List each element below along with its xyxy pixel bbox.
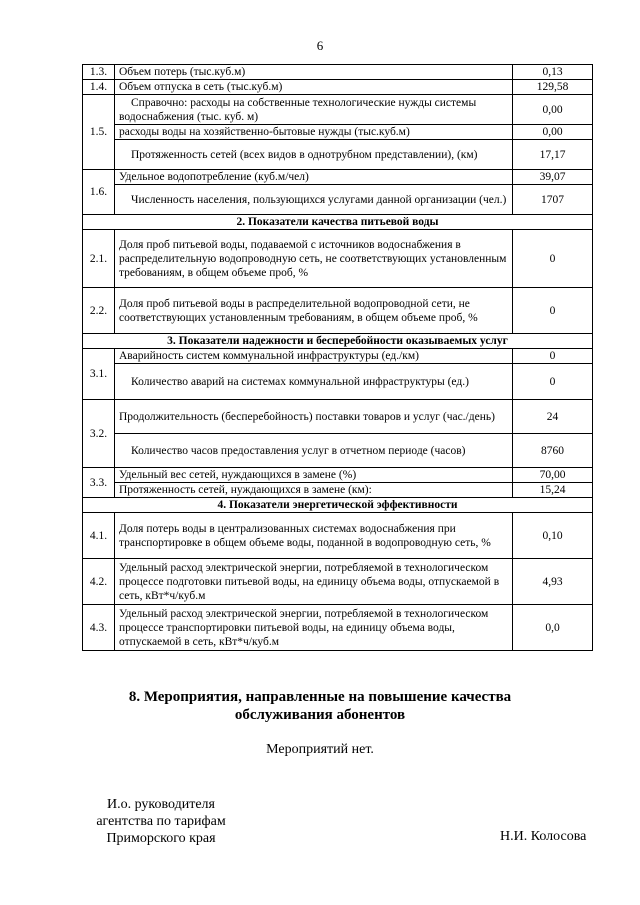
row-label: Объем отпуска в сеть (тыс.куб.м) xyxy=(115,80,513,95)
row-number: 1.6. xyxy=(83,170,115,215)
row-value: 0 xyxy=(513,288,593,334)
row-label: Продолжительность (бесперебойность) поставки товаров и услуг (час./день) xyxy=(115,400,513,434)
row-label: Доля проб питьевой воды в распределительной водопроводной сети, не соответствующих установленным требованиям, в общем объеме проб, % xyxy=(115,288,513,334)
row-label: Справочно: расходы на собственные технологические нужды системы водоснабжения (тыс. куб. м) xyxy=(115,95,513,125)
row-number: 3.2. xyxy=(83,400,115,468)
row-label: Удельный расход электрической энергии, потребляемой в технологическом процессе транспортировки питьевой воды, на единицу объема воды, отпускаемой в сеть, кВт*ч/куб.м xyxy=(115,605,513,651)
row-number: 1.3. xyxy=(83,65,115,80)
row-value: 0,00 xyxy=(513,95,593,125)
table-row xyxy=(83,349,593,364)
row-value: 0,0 xyxy=(513,605,593,651)
row-label: Количество аварий на системах коммунальной инфраструктуры (ед.) xyxy=(115,364,513,400)
table-row xyxy=(83,125,593,140)
table-row xyxy=(83,185,593,215)
table-row xyxy=(83,230,593,288)
row-label: Аварийность систем коммунальной инфраструктуры (ед./км) xyxy=(115,349,513,364)
row-value: 39,07 xyxy=(513,170,593,185)
table-row xyxy=(83,513,593,559)
row-label: Численность населения, пользующихся услугами данной организации (чел.) xyxy=(115,185,513,215)
row-number: 1.5. xyxy=(83,95,115,170)
row-number: 2.2. xyxy=(83,288,115,334)
section-8-heading xyxy=(0,688,640,724)
row-number: 4.3. xyxy=(83,605,115,651)
row-value: 0,00 xyxy=(513,125,593,140)
table-row xyxy=(83,288,593,334)
row-number: 4.2. xyxy=(83,559,115,605)
row-value: 129,58 xyxy=(513,80,593,95)
row-label: Количество часов предоставления услуг в отчетном периоде (часов) xyxy=(115,434,513,468)
row-label: Доля потерь воды в централизованных системах водоснабжения при транспортировке в общем объеме воды, поданной в водопроводную сеть, % xyxy=(115,513,513,559)
section-header-row xyxy=(83,215,593,230)
signature-title-line: агентства по тарифам xyxy=(96,814,226,829)
row-value: 70,00 xyxy=(513,468,593,483)
table-row xyxy=(83,605,593,651)
row-label: Доля проб питьевой воды, подаваемой с источников водоснабжения в распределительную водопроводную сеть, не соответствующих установленным требованиям, в общем объеме проб, % xyxy=(115,230,513,288)
indicators-table xyxy=(82,64,593,651)
row-number: 2.1. xyxy=(83,230,115,288)
signature-block xyxy=(76,796,246,847)
row-value: 0 xyxy=(513,230,593,288)
row-value: 4,93 xyxy=(513,559,593,605)
table-row xyxy=(83,559,593,605)
row-value: 0 xyxy=(513,364,593,400)
row-value: 8760 xyxy=(513,434,593,468)
row-value: 0,10 xyxy=(513,513,593,559)
row-number: 3.1. xyxy=(83,349,115,400)
no-measures-text: Мероприятий нет. xyxy=(266,742,374,757)
row-number: 4.1. xyxy=(83,513,115,559)
table-row xyxy=(83,95,593,125)
row-label: Объем потерь (тыс.куб.м) xyxy=(115,65,513,80)
signature-title-line: И.о. руководителя xyxy=(106,797,215,812)
row-value: 15,24 xyxy=(513,483,593,498)
row-value: 1707 xyxy=(513,185,593,215)
table-row xyxy=(83,468,593,483)
row-label: Удельный вес сетей, нуждающихся в замене (%) xyxy=(115,468,513,483)
table-row xyxy=(83,483,593,498)
row-label: Протяженность сетей (всех видов в однотрубном представлении), (км) xyxy=(115,140,513,170)
page-number: 6 xyxy=(316,38,324,53)
section-8-heading-line: 8. Мероприятия, направленные на повышение качества xyxy=(128,689,512,705)
table-row xyxy=(83,400,593,434)
row-label: расходы воды на хозяйственно-бытовые нужды (тыс.куб.м) xyxy=(115,125,513,140)
table-row xyxy=(83,80,593,95)
row-value: 0,13 xyxy=(513,65,593,80)
section-header-row xyxy=(83,334,593,349)
table-row xyxy=(83,140,593,170)
section-title: 4. Показатели энергетической эффективности xyxy=(83,498,593,513)
row-label: Удельное водопотребление (куб.м/чел) xyxy=(115,170,513,185)
section-title: 2. Показатели качества питьевой воды xyxy=(83,215,593,230)
row-value: 0 xyxy=(513,349,593,364)
row-number: 1.4. xyxy=(83,80,115,95)
table-row xyxy=(83,364,593,400)
row-value: 24 xyxy=(513,400,593,434)
section-8-heading-line: обслуживания абонентов xyxy=(234,707,406,723)
table-row xyxy=(83,65,593,80)
signer-name: Н.И. Колосова xyxy=(500,829,587,844)
table-row xyxy=(83,170,593,185)
section-header-row xyxy=(83,498,593,513)
row-label: Протяженность сетей, нуждающихся в замене (км): xyxy=(115,483,513,498)
table-row xyxy=(83,434,593,468)
row-label: Удельный расход электрической энергии, потребляемой в технологическом процессе подготовки питьевой воды, на единицу объема воды, отпускаемой в сеть, кВт*ч/куб.м xyxy=(115,559,513,605)
section-title: 3. Показатели надежности и бесперебойности оказываемых услуг xyxy=(83,334,593,349)
row-number: 3.3. xyxy=(83,468,115,498)
row-value: 17,17 xyxy=(513,140,593,170)
signature-title-line: Приморского края xyxy=(106,831,216,846)
